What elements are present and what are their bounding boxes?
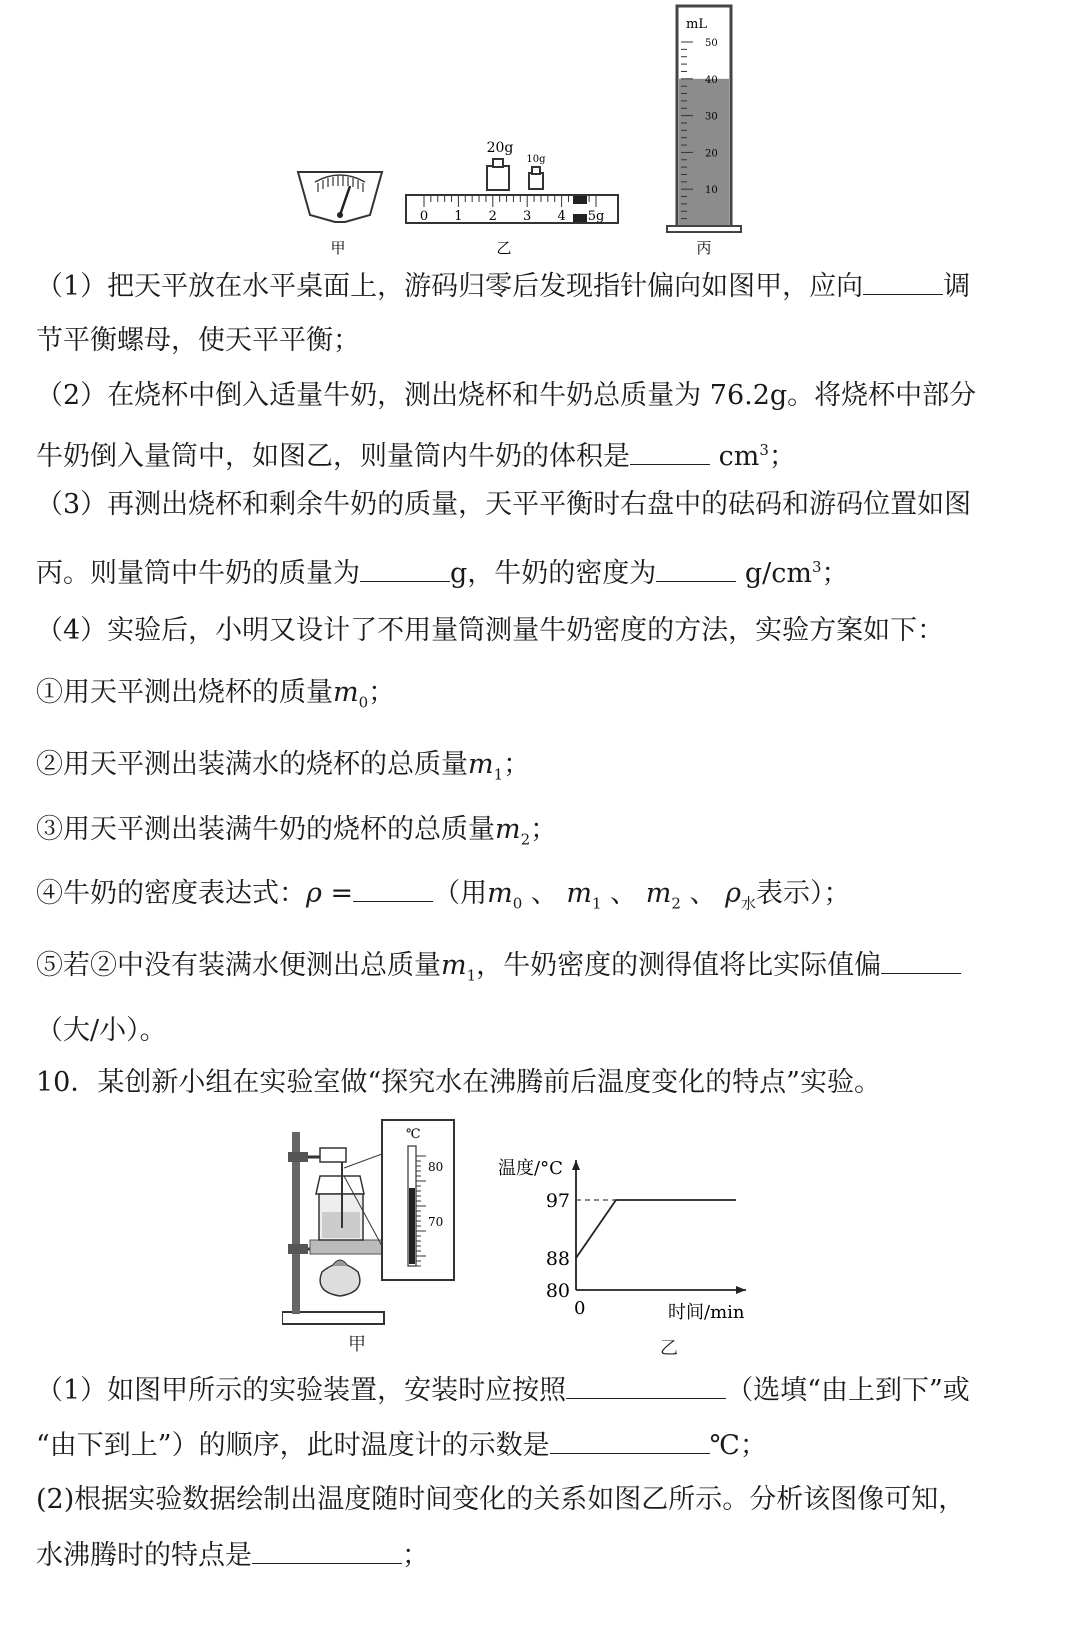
cylinder-label: 10 — [705, 185, 718, 197]
q9-step3: ③用天平测出装满牛奶的烧杯的总质量$m_2$； — [36, 814, 558, 849]
x-axis-label: 时间/min — [668, 1302, 745, 1323]
q10-part1-line2: “由下到上”）的顺序，此时温度计的示数是 ℃； — [36, 1425, 1044, 1466]
answer-blank-mass[interactable] — [360, 553, 450, 582]
graduated-cylinder — [667, 6, 741, 232]
q9-part1-line1: （1）把天平放在水平桌面上，游码归零后发现指针偏向如图甲，应向 调 — [36, 266, 1044, 307]
scale-label: 4 — [557, 209, 566, 224]
thermo-label-70: 70 — [428, 1215, 444, 1229]
q9-part4: （4）实验后，小明又设计了不用量筒测量牛奶密度的方法，实验方案如下： — [36, 615, 945, 646]
weight-10g — [529, 167, 543, 189]
weight-20g-label: 20g — [486, 140, 514, 156]
q9-step5-line2: （大/小）。 — [36, 1015, 167, 1046]
y-tick-label: 80 — [545, 1280, 570, 1302]
q10-part1-line1: （1）如图甲所示的实验装置，安装时应按照 （选填“由上到下”或 — [36, 1370, 1044, 1411]
scale-label: 0 — [419, 209, 429, 224]
pointer-dial — [298, 172, 382, 222]
scale-label: 5g — [587, 209, 605, 224]
q10-stem: 10．某创新小组在实验室做“探究水在沸腾前后温度变化的特点”实验。 — [36, 1067, 881, 1098]
q9-part3-line1: （3）再测出烧杯和剩余牛奶的质量，天平平衡时右盘中的砝码和游码位置如图 — [36, 489, 972, 520]
caption-yi-1: 乙 — [496, 239, 512, 257]
weight-20g — [487, 159, 509, 190]
answer-blank-reading[interactable] — [550, 1425, 710, 1454]
origin-label: 0 — [574, 1298, 586, 1319]
cylinder-unit: mL — [686, 17, 707, 32]
q9-step4: ④牛奶的密度表达式：ρ = （用$m_0$ 、 $m_1$ 、 $m_2$ 、 $\rho_水$表示）； — [36, 873, 1044, 923]
caption-jia-1: 甲 — [330, 239, 346, 257]
q9-step5: ⑤若②中没有装满水便测出总质量$m_1$，牛奶密度的测得值将比实际值偏 — [36, 945, 1044, 995]
answer-blank-bias[interactable] — [881, 945, 961, 974]
answer-blank-density[interactable] — [656, 553, 736, 582]
q10-part2-line1: (2)根据实验数据绘制出温度随时间变化的关系如图乙所示。分析该图像可知， — [36, 1484, 966, 1515]
scale-label: 2 — [488, 209, 497, 224]
thermo-label-80: 80 — [428, 1160, 444, 1174]
q9-step2: ②用天平测出装满水的烧杯的总质量$m_1$； — [36, 749, 531, 784]
y-axis-label: 温度/°C — [498, 1158, 563, 1179]
q9-part3-line2: 丙。则量筒中牛奶的质量为 g，牛奶的密度为 $g/cm^3$； — [36, 547, 1044, 594]
q10-part2-line2: 水沸腾时的特点是 ； — [36, 1535, 1044, 1576]
answer-blank-volume[interactable] — [630, 436, 710, 465]
answer-blank-expression[interactable] — [353, 873, 433, 902]
cylinder-label: 20 — [705, 148, 718, 160]
x-axis-arrow — [736, 1286, 746, 1294]
temperature-time-chart — [496, 1140, 796, 1360]
cylinder-label: 40 — [705, 74, 718, 86]
answer-blank-order[interactable] — [566, 1370, 726, 1399]
q9-part2-line2: 牛奶倒入量筒中，如图乙，则量筒内牛奶的体积是 $cm^3$； — [36, 430, 1044, 477]
q9-step1: ①用天平测出烧杯的质量$m_0$； — [36, 677, 396, 712]
cylinder-label: 30 — [705, 111, 718, 123]
figure-boiling-apparatus — [282, 1116, 482, 1356]
q9-part1-line2: 节平衡螺母，使天平平衡； — [36, 325, 360, 356]
y-axis-arrow — [572, 1160, 580, 1170]
temperature-line — [576, 1200, 736, 1258]
q9-part2-line1: （2）在烧杯中倒入适量牛奶，测出烧杯和牛奶总质量为 76.2g。将烧杯中部分 — [36, 380, 977, 411]
y-tick-label: 88 — [545, 1248, 570, 1270]
scale-label: 3 — [523, 209, 532, 224]
y-tick-label: 97 — [545, 1190, 570, 1212]
cylinder-label: 50 — [705, 38, 718, 49]
scale-label: 1 — [454, 209, 463, 224]
thermo-unit: ℃ — [406, 1127, 421, 1142]
caption-bing-1: 丙 — [696, 239, 712, 257]
caption-jia-2: 甲 — [348, 1334, 366, 1355]
answer-blank-direction[interactable] — [863, 266, 943, 295]
answer-blank-feature[interactable] — [252, 1535, 402, 1564]
caption-yi-2: 乙 — [660, 1338, 678, 1359]
weight-10g-label: 10g — [526, 154, 546, 165]
figure-balance-apparatus — [290, 0, 760, 268]
rider-scale — [406, 195, 618, 224]
